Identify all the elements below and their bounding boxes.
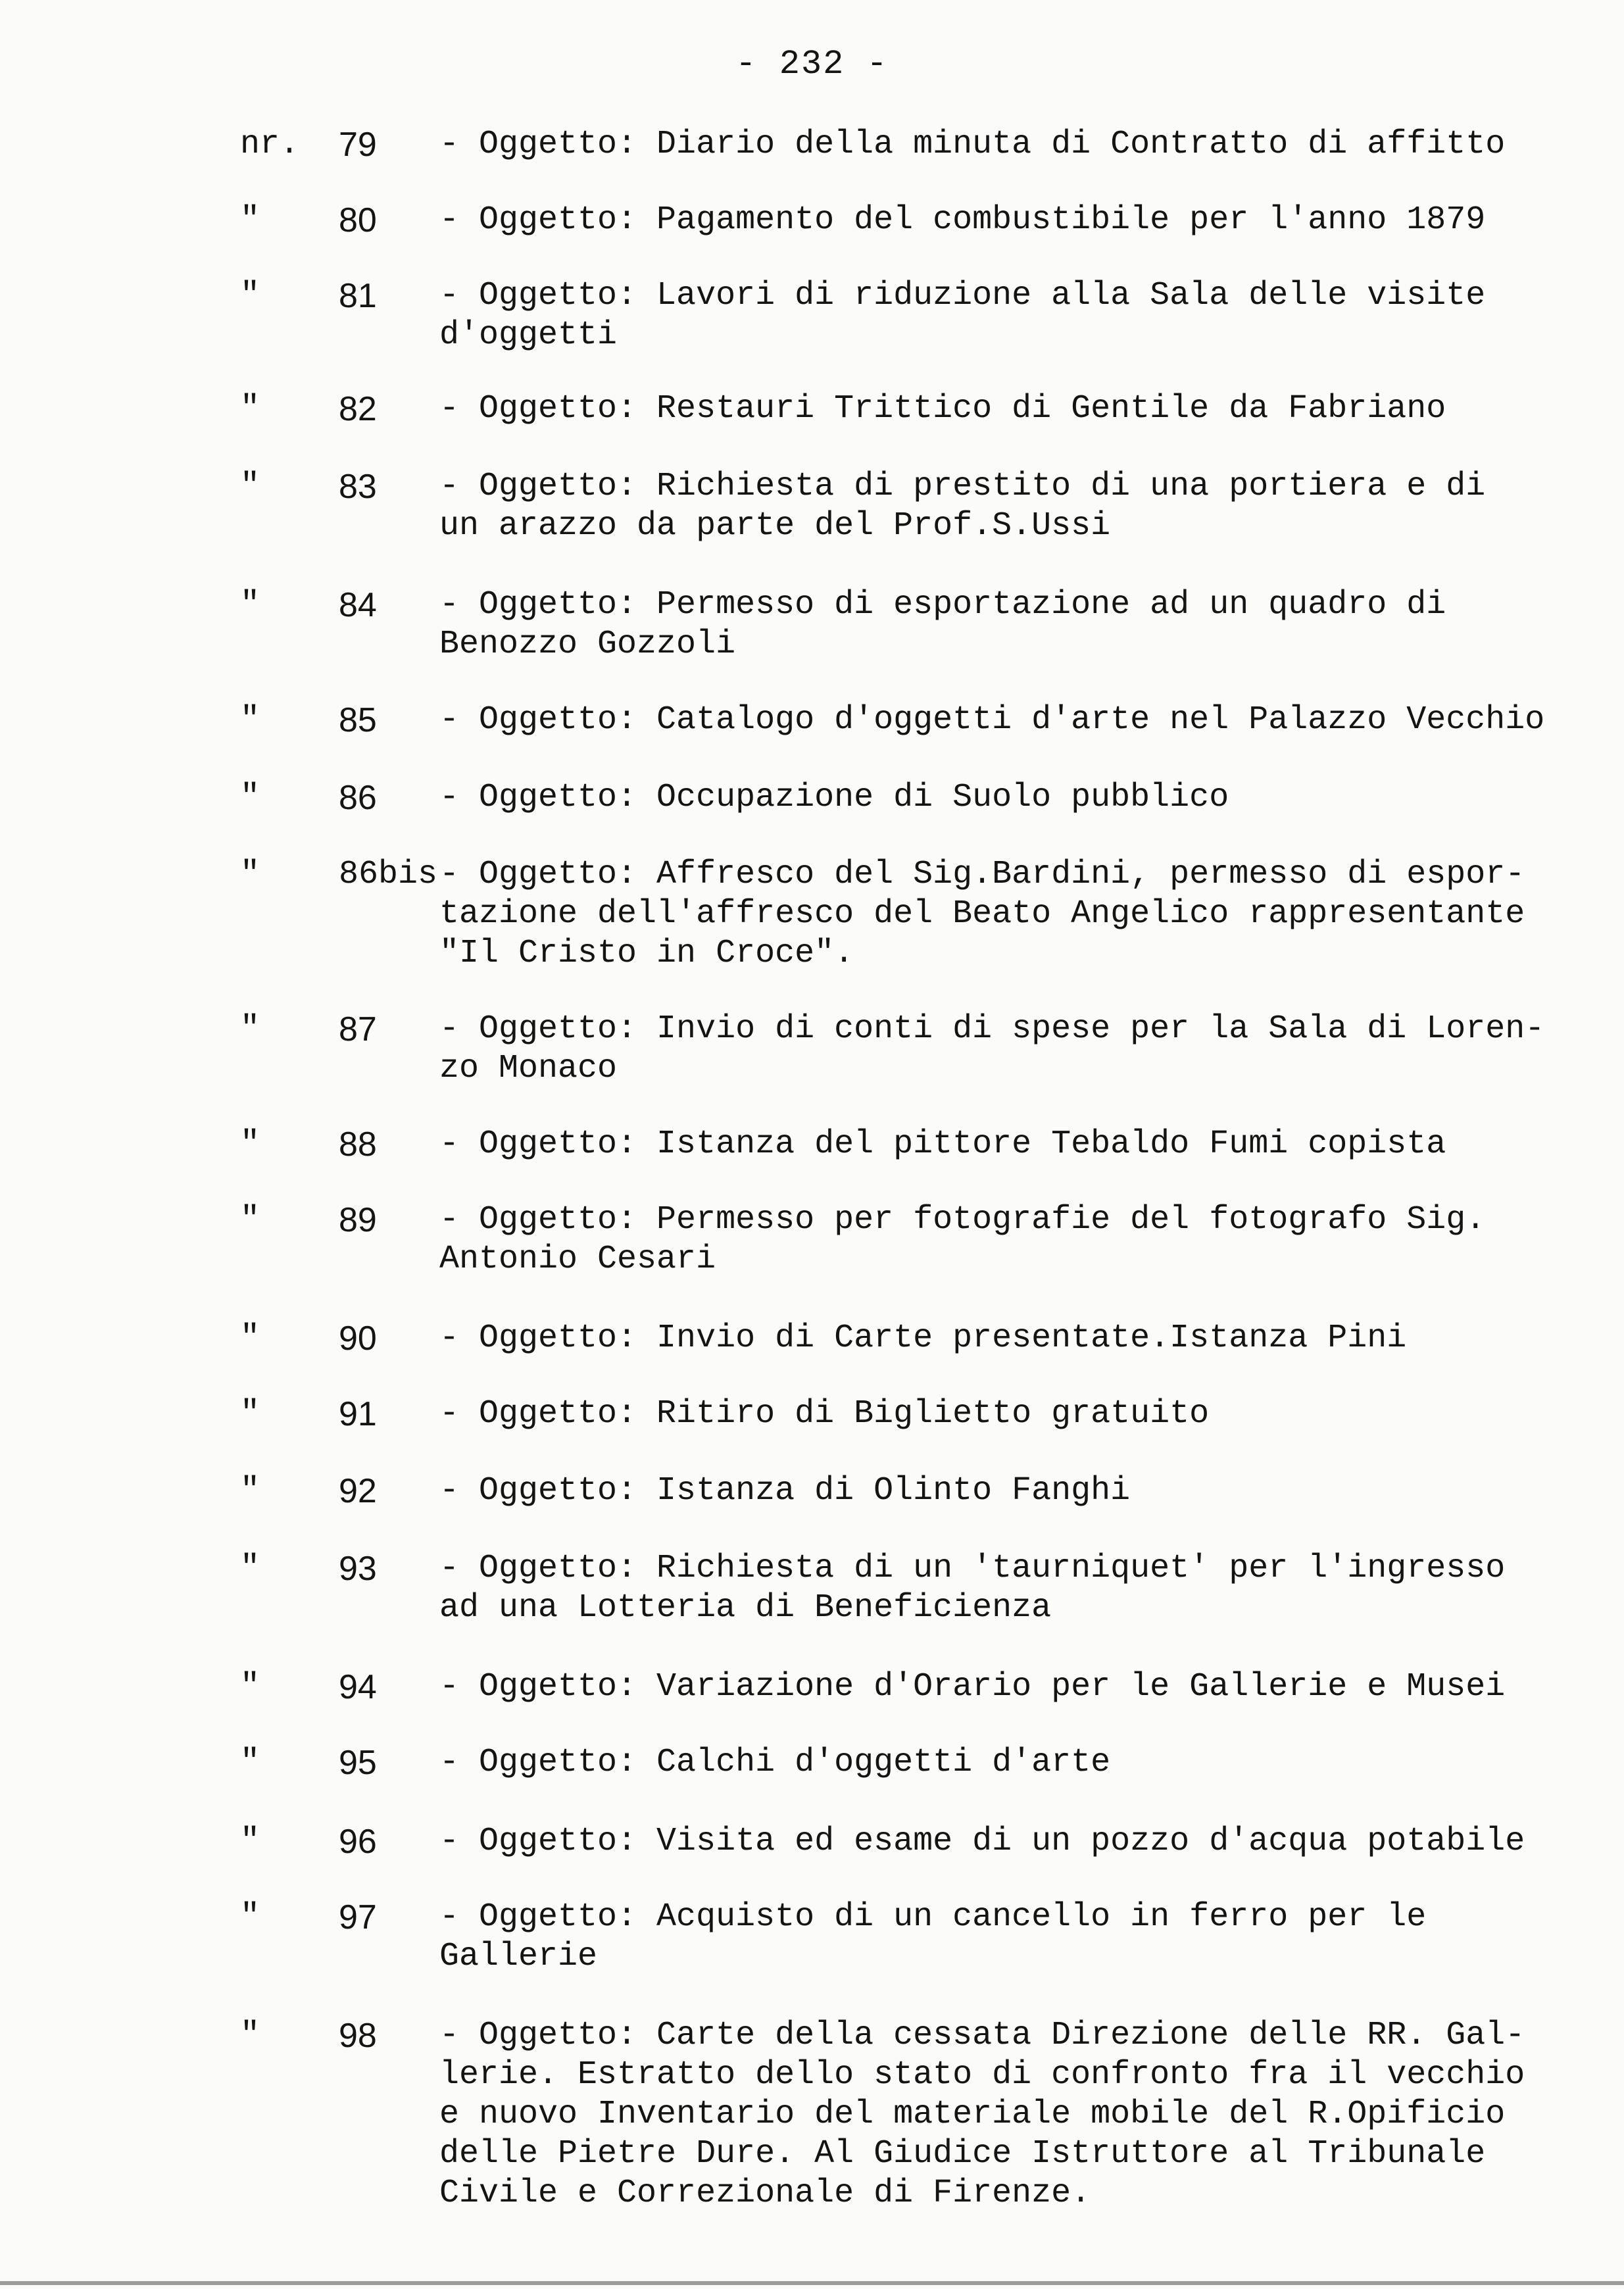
entry-text-line: - Oggetto: Lavori di riduzione alla Sala delle visite <box>439 277 1486 314</box>
entry-ditto-mark: " <box>240 586 260 624</box>
entry-text-line: - Oggetto: Affresco del Sig.Bardini, permesso di espor- <box>439 856 1525 893</box>
entry-text <box>439 1319 1558 1358</box>
entry-number: 97 <box>339 1898 377 1936</box>
entry-text-line: - Oggetto: Visita ed esame di un pozzo d'acqua potabile <box>439 1823 1525 1860</box>
entry-text-line: tazione dell'affresco del Beato Angelico rappresentante <box>439 895 1525 933</box>
entry-number: 83 <box>339 468 377 506</box>
entry-ditto-mark: " <box>240 390 260 428</box>
entry-text-line: Gallerie <box>439 1938 598 1975</box>
entry-text-line: - Oggetto: Richiesta di un 'taurniquet' per l'ingresso <box>439 1550 1506 1587</box>
entry-text <box>439 1743 1558 1783</box>
entry-number: 96 <box>339 1823 377 1861</box>
entry-text <box>439 1822 1558 1861</box>
entry-text-line: d'oggetti <box>439 316 618 354</box>
entry-ditto-mark: " <box>240 1668 260 1706</box>
entry-text <box>439 1010 1558 1089</box>
entry-ditto-mark: " <box>240 1472 260 1510</box>
entry-text-line: Civile e Correzionale di Firenze. <box>439 2175 1091 2212</box>
entry-number: 86 <box>339 779 377 817</box>
entry-text-line: - Oggetto: Occupazione di Suolo pubblico <box>439 779 1229 816</box>
entry-text-line: - Oggetto: Permesso per fotografie del fotografo Sig. <box>439 1201 1486 1239</box>
entry-text-line: - Oggetto: Variazione d'Orario per le Gallerie e Musei <box>439 1668 1506 1706</box>
entry-ditto-mark: " <box>240 1125 260 1163</box>
entry-text <box>439 1125 1558 1164</box>
entry-number: 80 <box>339 201 377 239</box>
entry-text-line: delle Pietre Dure. Al Giudice Istruttore al Tribunale <box>439 2135 1486 2173</box>
entry-text <box>439 778 1558 818</box>
entry-text <box>439 1549 1558 1628</box>
entry-text-line: - Oggetto: Catalogo d'oggetti d'arte nel Palazzo Vecchio <box>439 701 1545 739</box>
entry-text-line: Antonio Cesari <box>439 1241 716 1278</box>
entry-number: 91 <box>339 1395 377 1433</box>
entry-number: 93 <box>339 1550 377 1588</box>
entry-ditto-mark: " <box>240 1395 260 1433</box>
entry-text-line: - Oggetto: Calchi d'oggetti d'arte <box>439 1744 1111 1781</box>
entry-text-line: - Oggetto: Restauri Trittico di Gentile da Fabriano <box>439 390 1446 428</box>
entry-number: 92 <box>339 1472 377 1510</box>
entry-number: 86bis <box>339 856 438 893</box>
entry-number: 88 <box>339 1125 377 1164</box>
entry-text-line: - Oggetto: Istanza di Olinto Fanghi <box>439 1472 1131 1510</box>
entry-text-line: - Oggetto: Invio di Carte presentate.Istanza Pini <box>439 1319 1407 1357</box>
entry-text-line: - Oggetto: Diario della minuta di Contratto di affitto <box>439 126 1506 163</box>
entry-text <box>439 201 1558 240</box>
entry-text <box>439 1394 1558 1434</box>
entry-text <box>439 389 1558 429</box>
entry-text-line: - Oggetto: Acquisto di un cancello in ferro per le <box>439 1898 1427 1936</box>
entry-text-line: un arazzo da parte del Prof.S.Ussi <box>439 507 1111 545</box>
entry-ditto-mark: " <box>240 1550 260 1587</box>
entry-text-line: - Oggetto: Carte della cessata Direzione delle RR. Gal- <box>439 2017 1525 2054</box>
entry-text-line: - Oggetto: Pagamento del combustibile per l'anno 1879 <box>439 201 1486 239</box>
entry-number: 95 <box>339 1744 377 1782</box>
entry-number: 90 <box>339 1319 377 1358</box>
entry-text-line: zo Monaco <box>439 1050 618 1087</box>
page-number: - 232 - <box>735 45 889 84</box>
entry-text-line: e nuovo Inventario del materiale mobile del R.Opificio <box>439 2096 1506 2133</box>
entry-text <box>439 1898 1558 1977</box>
entry-text-line: - Oggetto: Permesso di esportazione ad un quadro di <box>439 586 1446 624</box>
entry-text-line: - Oggetto: Invio di conti di spese per la Sala di Loren- <box>439 1010 1545 1048</box>
entry-text <box>439 855 1558 973</box>
entry-text <box>439 1667 1558 1707</box>
entry-text-line: - Oggetto: Ritiro di Biglietto gratuito <box>439 1395 1210 1433</box>
entry-number: 79 <box>339 126 377 164</box>
entry-text <box>439 701 1558 740</box>
page-bottom-edge <box>0 2281 1624 2285</box>
entry-number: 89 <box>339 1201 377 1239</box>
entry-ditto-mark: " <box>240 468 260 505</box>
entry-text <box>439 1471 1558 1511</box>
entry-ditto-mark: " <box>240 277 260 314</box>
entry-text <box>439 467 1558 546</box>
entry-text <box>439 2016 1558 2213</box>
entry-number: 87 <box>339 1010 377 1048</box>
entry-text-line: Benozzo Gozzoli <box>439 626 736 663</box>
entry-ditto-mark: " <box>240 1319 260 1357</box>
entry-number: 84 <box>339 586 377 624</box>
entry-ditto-mark: " <box>240 1201 260 1239</box>
entry-ditto-mark: " <box>240 201 260 239</box>
entry-ditto-mark: " <box>240 1744 260 1781</box>
entry-ditto-mark: " <box>240 779 260 816</box>
entry-prefix-nr: nr. <box>240 126 300 163</box>
entry-text-line: - Oggetto: Richiesta di prestito di una portiera e di <box>439 468 1486 505</box>
entry-ditto-mark: " <box>240 701 260 739</box>
entry-text <box>439 585 1558 664</box>
entry-ditto-mark: " <box>240 1823 260 1860</box>
entry-text <box>439 125 1558 164</box>
entry-number: 82 <box>339 390 377 428</box>
entry-ditto-mark: " <box>240 1898 260 1936</box>
entry-text <box>439 1200 1558 1279</box>
entry-text-line: lerie. Estratto dello stato di confronto fra il vecchio <box>439 2056 1525 2094</box>
entry-text-line: ad una Lotteria di Beneficienza <box>439 1589 1052 1627</box>
entry-text-line: - Oggetto: Istanza del pittore Tebaldo Fumi copista <box>439 1125 1446 1163</box>
entry-ditto-mark: " <box>240 2017 260 2054</box>
entry-number: 85 <box>339 701 377 739</box>
entry-number: 81 <box>339 277 377 315</box>
entry-number: 98 <box>339 2017 377 2055</box>
entry-number: 94 <box>339 1668 377 1706</box>
entry-ditto-mark: " <box>240 1010 260 1048</box>
entry-ditto-mark: " <box>240 856 260 893</box>
entry-text-line: "Il Cristo in Croce". <box>439 935 854 972</box>
entry-text <box>439 276 1558 355</box>
